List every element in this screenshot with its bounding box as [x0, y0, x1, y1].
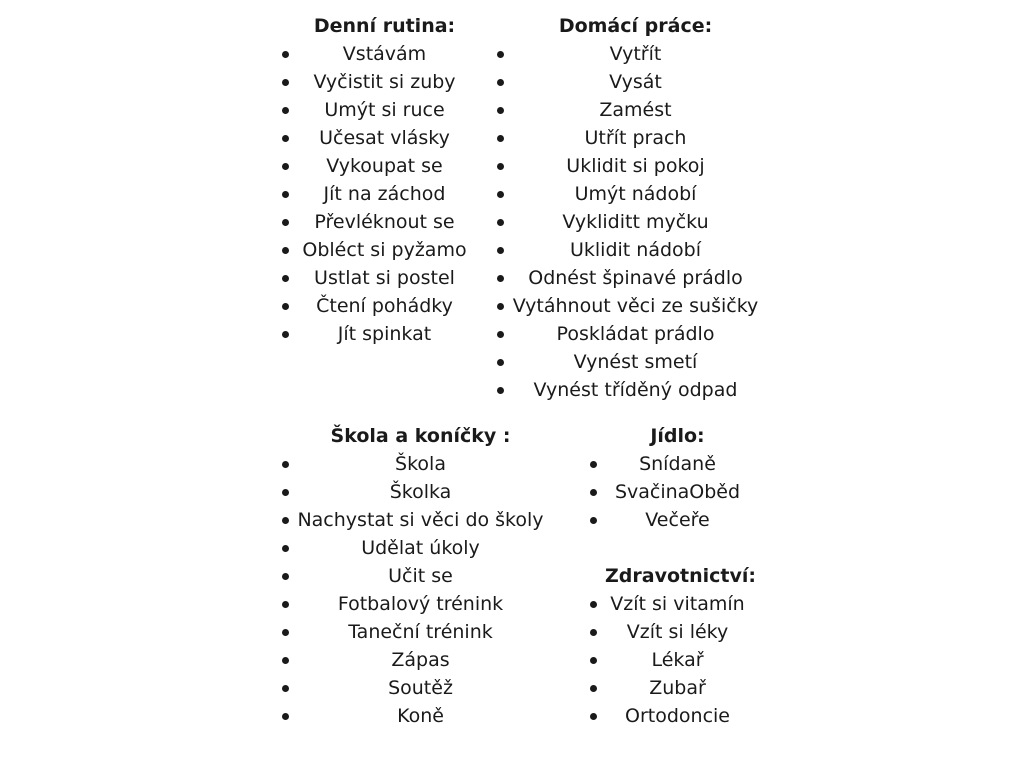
list-item [282, 478, 544, 506]
bullet-icon [590, 489, 597, 496]
bullet-icon [497, 191, 504, 198]
list-item-text: Převléknout se [314, 211, 455, 233]
list-item-text: Vzít si léky [626, 621, 729, 643]
bullet-icon [282, 517, 289, 524]
list-item-text: Vytřít [609, 43, 662, 65]
list-item-text: Vyčistit si zuby [313, 71, 456, 93]
bullet-icon [282, 713, 289, 720]
food-list [590, 450, 750, 534]
school-hobbies-title: Škola a koníčky : [330, 425, 511, 447]
list-item-text: Umýt si ruce [324, 99, 445, 121]
list-item [497, 96, 759, 124]
bullet-icon [497, 303, 504, 310]
bullet-icon [590, 685, 597, 692]
list-item [497, 320, 759, 348]
list-item [282, 590, 544, 618]
bullet-icon [497, 247, 504, 254]
list-item-text: Vykoupat se [326, 155, 443, 177]
health-list [590, 590, 750, 730]
list-item-text: Uklidit nádobí [569, 239, 701, 261]
food-section [590, 422, 750, 534]
list-item [497, 152, 759, 180]
list-item-text: Udělat úkoly [361, 537, 480, 559]
list-item-text: Nachystat si věci do školy [297, 509, 544, 531]
list-item-text: Uklidit si pokoj [566, 155, 705, 177]
list-item-text: Učesat vlásky [319, 127, 450, 149]
list-item-text: Obléct si pyžamo [302, 239, 467, 261]
health-title: Zdravotnictví: [605, 565, 756, 587]
bullet-icon [282, 191, 289, 198]
bullet-icon [282, 79, 289, 86]
list-item [590, 478, 750, 506]
list-item [497, 40, 759, 68]
list-item [590, 506, 750, 534]
list-item [282, 152, 472, 180]
household-chores-section [497, 12, 759, 404]
daily-routine-list [282, 40, 472, 348]
list-item-text: Učit se [388, 565, 453, 587]
list-item-text: Ustlat si postel [314, 267, 455, 289]
bullet-icon [590, 657, 597, 664]
bullet-icon [497, 135, 504, 142]
list-item [497, 180, 759, 208]
list-item-text: Vytáhnout věci ze sušičky [512, 295, 759, 317]
list-item-text: Škola [395, 453, 446, 475]
bullet-icon [497, 219, 504, 226]
list-item [497, 292, 759, 320]
list-item [282, 208, 472, 236]
daily-routine-title: Denní rutina: [313, 15, 456, 37]
list-item-text: Školka [389, 481, 452, 503]
list-item [282, 702, 544, 730]
list-item [282, 68, 472, 96]
list-item [590, 590, 750, 618]
list-item [497, 68, 759, 96]
list-item-text: Vstávám [342, 43, 427, 65]
bullet-icon [282, 685, 289, 692]
list-item [497, 376, 759, 404]
list-item-text: Umýt nádobí [574, 183, 697, 205]
household-chores-list [497, 40, 759, 404]
list-item [497, 236, 759, 264]
list-item-text: Jít spinkat [337, 323, 432, 345]
list-item-text: Soutěž [388, 677, 453, 699]
list-item-text: Snídaně [639, 453, 716, 475]
list-item-text: Taneční trénink [348, 621, 493, 643]
bullet-icon [590, 713, 597, 720]
bullet-icon [497, 51, 504, 58]
bullet-icon [497, 275, 504, 282]
bullet-icon [282, 135, 289, 142]
bullet-icon [282, 657, 289, 664]
health-section [590, 562, 756, 730]
bullet-icon [590, 629, 597, 636]
list-item [282, 506, 544, 534]
bullet-icon [282, 275, 289, 282]
list-item-text: Zamést [599, 99, 672, 121]
list-item [282, 450, 544, 478]
list-item [282, 320, 472, 348]
list-item [282, 674, 544, 702]
list-item-text: Zubař [649, 677, 706, 699]
list-item [282, 96, 472, 124]
list-item-text: Zápas [391, 649, 450, 671]
list-item-text: Odnést špinavé prádlo [528, 267, 743, 289]
school-hobbies-section [282, 422, 544, 730]
list-item-text: Vzít si vitamín [610, 593, 745, 615]
list-item-text: Jít na záchod [323, 183, 446, 205]
list-item-text: Fotbalový trénink [337, 593, 504, 615]
bullet-icon [282, 601, 289, 608]
list-item [282, 562, 544, 590]
list-item [497, 124, 759, 152]
list-item [282, 40, 472, 68]
list-item [590, 702, 750, 730]
bullet-icon [590, 601, 597, 608]
school-hobbies-list [282, 450, 544, 730]
list-item [282, 618, 544, 646]
bullet-icon [282, 629, 289, 636]
bullet-icon [590, 517, 597, 524]
bullet-icon [282, 219, 289, 226]
household-chores-title: Domácí práce: [558, 15, 713, 37]
list-item-text: Vykliditt myčku [562, 211, 709, 233]
bullet-icon [282, 331, 289, 338]
list-item-text: Lékař [651, 649, 704, 671]
list-item-text: Utřít prach [584, 127, 687, 149]
bullet-icon [590, 461, 597, 468]
list-item-text: Čtení pohádky [316, 295, 453, 317]
bullet-icon [282, 461, 289, 468]
list-item [590, 618, 750, 646]
bullet-icon [282, 247, 289, 254]
bullet-icon [497, 331, 504, 338]
bullet-icon [282, 51, 289, 58]
bullet-icon [282, 545, 289, 552]
list-item [282, 534, 544, 562]
bullet-icon [497, 387, 504, 394]
list-item [497, 264, 759, 292]
bullet-icon [282, 573, 289, 580]
list-item [282, 236, 472, 264]
list-item-text: Poskládat prádlo [556, 323, 715, 345]
bullet-icon [497, 359, 504, 366]
daily-routine-section [282, 12, 472, 348]
list-item [282, 292, 472, 320]
bullet-icon [282, 107, 289, 114]
list-item-text: Koně [397, 705, 444, 727]
bullet-icon [282, 303, 289, 310]
list-item-text: SvačinaOběd [614, 481, 741, 503]
food-title: Jídlo: [650, 425, 705, 447]
bullet-icon [497, 163, 504, 170]
list-item [497, 348, 759, 376]
list-item-text: Vynést smetí [573, 351, 698, 373]
bullet-icon [497, 107, 504, 114]
list-item-text: Ortodoncie [625, 705, 730, 727]
bullet-icon [282, 163, 289, 170]
list-item [282, 124, 472, 152]
list-item [282, 646, 544, 674]
bullet-icon [497, 79, 504, 86]
list-item-text: Vysát [609, 71, 662, 93]
list-item [590, 450, 750, 478]
list-item-text: Večeře [645, 509, 710, 531]
list-item-text: Vynést tříděný odpad [533, 379, 738, 401]
bullet-icon [282, 489, 289, 496]
list-item [590, 674, 750, 702]
list-item [497, 208, 759, 236]
list-item [282, 180, 472, 208]
list-item [590, 646, 750, 674]
list-item [282, 264, 472, 292]
